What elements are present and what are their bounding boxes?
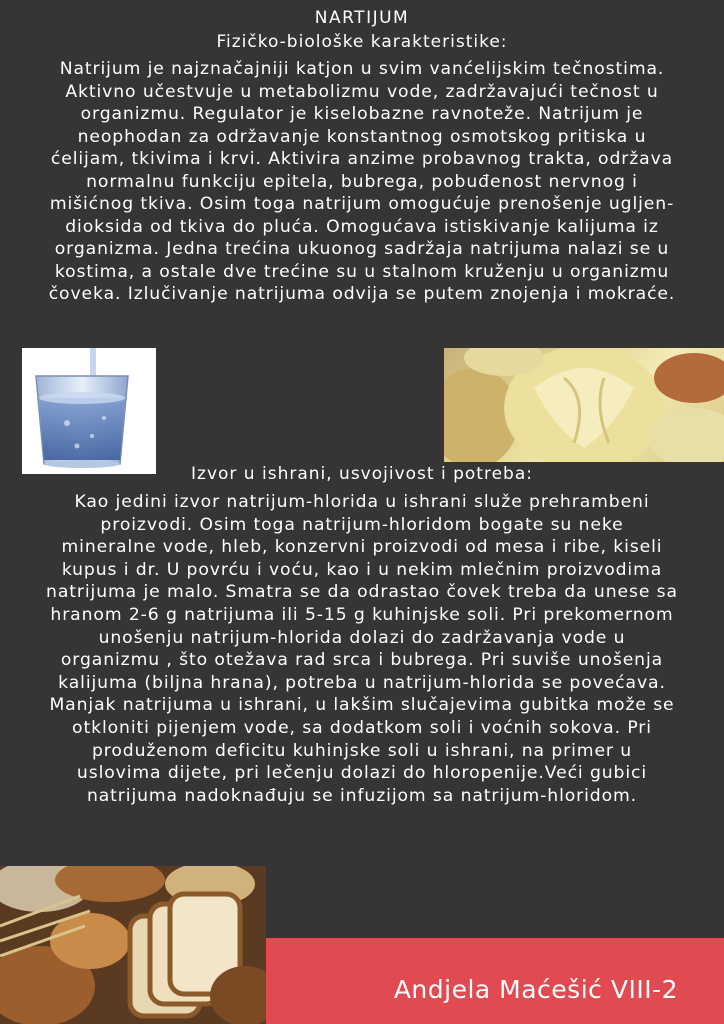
text-line: natrijuma je malo. Smatra se da odrastao čovek treba da unese sa <box>46 582 678 603</box>
text-line: Manjak natrijuma u ishrani, u lakšim slučajevima gubitka može se <box>49 695 675 716</box>
section-subtitle: Fizičko-biološke karakteristike: <box>216 32 508 52</box>
text-line: Kao jedini izvor natrijum-hlorida u ishrani služe prehrambeni <box>74 492 650 512</box>
page-title: NARTIJUM <box>314 8 410 28</box>
text-line: mineralne vode, hleb, konzervni proizvodi od mesa i ribe, kiseli <box>61 537 663 558</box>
text-line: produženom deficitu kuhinjske soli u ishrani, na primer u <box>91 740 633 761</box>
text-line: mišićnog tkiva. Osim toga natrijum omogućuje prenošenje ugljen- <box>49 194 675 214</box>
water-glass-drawing <box>22 348 156 474</box>
author-name: Andjela Maćešić VIII-2 <box>393 975 678 1004</box>
text-line: otkloniti pijenjem vode, sa dodatkom soli i voćnih sokova. Pri <box>72 717 652 738</box>
text-line: čoveka. Izlučivanje natrijuma odvija se putem znojenja i mokraće. <box>48 284 676 304</box>
cabbage-drawing <box>444 348 724 462</box>
bread-image <box>0 866 266 1024</box>
text-line: dioksida od tkiva do pluća. Omogućava istiskivanje kalijuma iz <box>65 216 659 237</box>
section2-paragraph <box>2 491 722 807</box>
text-line: organizmu. Regulator je kiselobazne ravnoteže. Natrijum je <box>80 104 644 124</box>
text-line: organizma. Jedna trećina ukuonog sadržaja natrijuma nalazi se u <box>54 239 670 259</box>
text-line: proizvodi. Osim toga natrijum-hloridom bogate su neke <box>100 514 624 535</box>
text-line: kostima, a ostale dve trećine su u stalnom kruženju u organizmu <box>54 261 670 282</box>
section1-paragraph <box>2 58 722 306</box>
text-line: ćelijam, tkivima i krvi. Aktivira anzime probavnog trakta, održava <box>50 149 674 169</box>
text-line: kalijuma (biljna hrana), potreba u natrijum-hlorida se povećava. <box>58 672 666 693</box>
bread-drawing <box>0 866 266 1024</box>
section2-heading: Izvor u ishrani, usvojivost i potreba: <box>191 464 533 484</box>
text-line: natrijuma nadoknađuju se infuzijom sa natrijum-hloridom. <box>86 785 638 806</box>
cabbage-image <box>444 348 724 462</box>
text-line: hranom 2-6 g natrijuma ili 5-15 g kuhinjske soli. Pri prekomernom <box>50 604 674 625</box>
text-line: uslovima dijete, pri lečenju dolazi do hloropenije.Veći gubici <box>76 763 648 784</box>
water-glass-image <box>22 348 156 474</box>
text-line: unošenju natrijum-hlorida dolazi do zadržavanja vode u <box>98 627 626 648</box>
text-line: neophodan za održavanje konstantnog osmotskog pritiska u <box>77 126 647 147</box>
text-line: kupus i dr. U povrću i voću, kao i u nekim mlečnim proizvodima <box>61 559 663 580</box>
text-line: normalnu funkciju epitela, bubrega, pobuđenost nervnog i <box>86 171 638 192</box>
text-line: Natrijum je najznačajniji katjon u svim vanćelijskim tečnostima. <box>59 59 665 79</box>
text-line: Aktivno učestvuje u metabolizmu vode, zadržavajući tečnost u <box>65 81 659 102</box>
text-line: organizmu , što otežava rad srca i bubrega. Pri suviše unošenja <box>60 650 664 671</box>
